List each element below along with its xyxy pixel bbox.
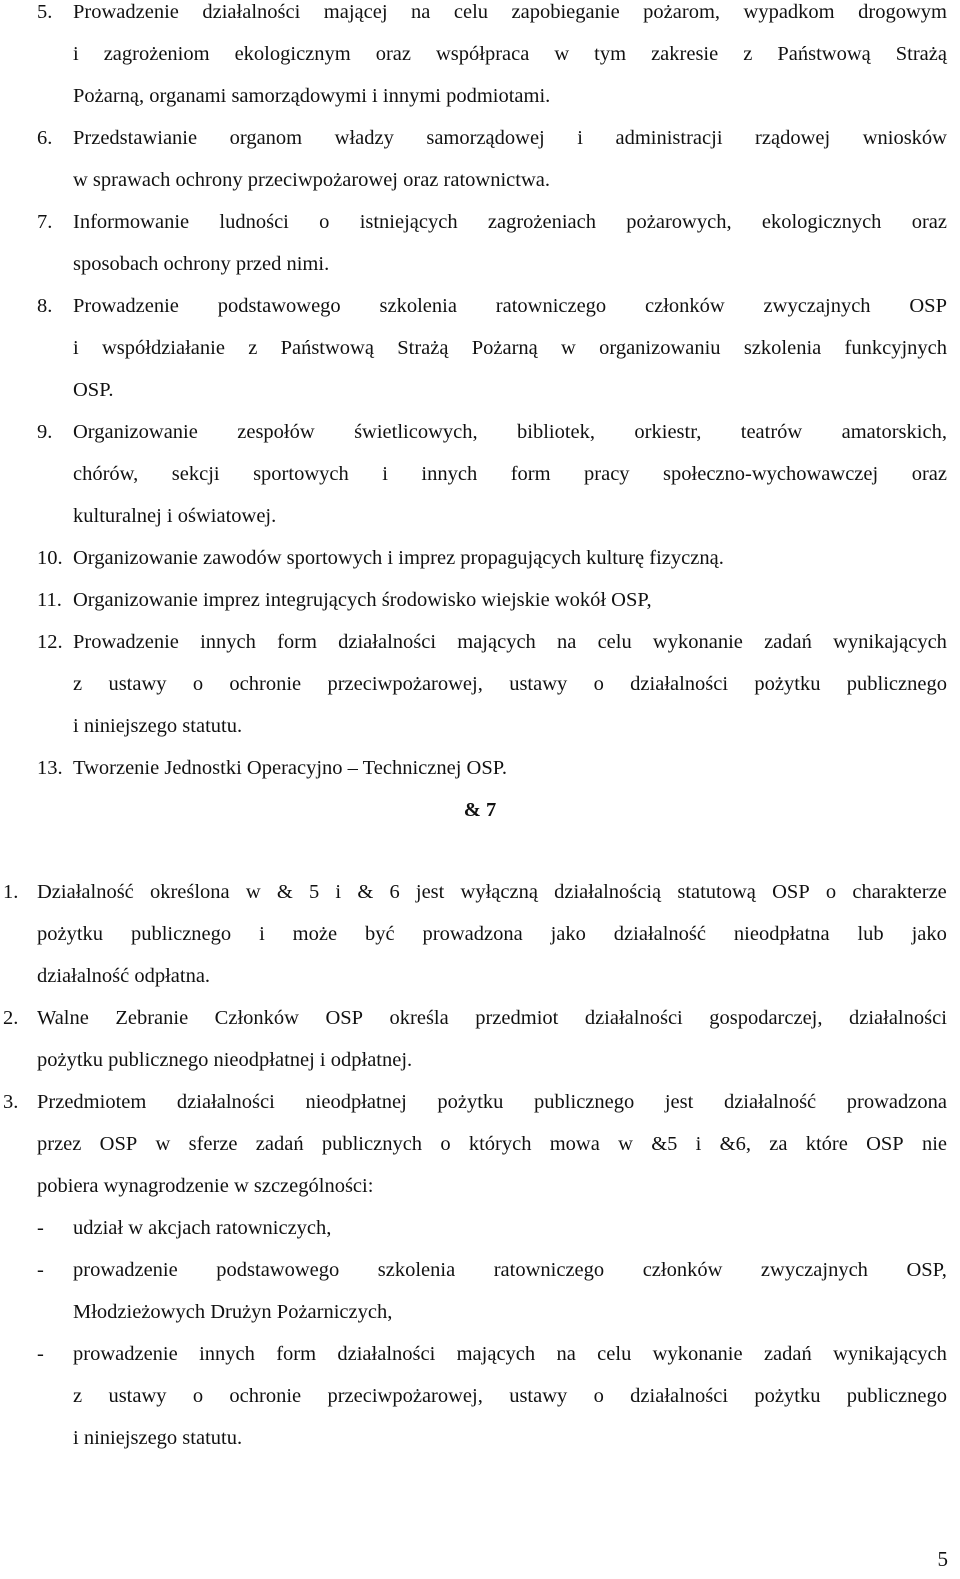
word: rządowej (755, 127, 831, 149)
list-number: 13. (37, 757, 63, 779)
word: wniosków (862, 127, 947, 149)
word: tym (594, 43, 627, 65)
word: o (593, 673, 604, 695)
word: z (73, 1385, 83, 1407)
word: bibliotek, (517, 421, 596, 443)
word: może (292, 923, 338, 945)
word: drogowym (858, 1, 947, 23)
word: jako (550, 923, 586, 945)
text-line (73, 294, 947, 318)
word: OSP, (906, 1259, 947, 1281)
word: z (743, 43, 753, 65)
word: funkcyjnych (844, 337, 947, 359)
word: z (248, 337, 258, 359)
word: pożytku (437, 1091, 504, 1113)
word: celu (597, 631, 632, 653)
word: zwyczajnych (763, 295, 871, 317)
word: Organizowanie (73, 421, 198, 443)
text-line: pobiera wynagrodzenie w szczególności: (37, 1175, 374, 1197)
word: wykonanie (652, 631, 743, 653)
word: chórów, (73, 463, 139, 485)
word: zakresie (651, 43, 719, 65)
text-line (73, 672, 947, 696)
word: statutową (677, 881, 756, 903)
word: pożytku (754, 673, 821, 695)
word: działalności (338, 631, 437, 653)
word: OSP (866, 1133, 904, 1155)
word: prowadzona (846, 1091, 947, 1113)
list-number: 5. (37, 1, 53, 23)
word: ustawy (108, 1385, 167, 1407)
text-line (73, 0, 947, 24)
word: prowadzenie (73, 1259, 178, 1281)
word: innych (199, 1343, 255, 1365)
text-line: i niniejszego statutu. (73, 715, 243, 737)
word: i (382, 463, 388, 485)
word: istniejących (359, 211, 458, 233)
word: Przedstawianie (73, 127, 198, 149)
word: lub (857, 923, 884, 945)
word: zagrożeniom (103, 43, 210, 65)
text-line (37, 1132, 947, 1156)
word: teatrów (740, 421, 803, 443)
text-line: Organizowanie imprez integrujących środowisko wiejskie wokół OSP, (73, 589, 652, 611)
word: działalność (613, 923, 707, 945)
word: podstawowego (216, 1259, 340, 1281)
word: Strażą (397, 337, 449, 359)
section-heading: & 7 (463, 799, 497, 821)
word: wynikających (833, 631, 947, 653)
word: na (557, 631, 577, 653)
word: ratowniczego (493, 1259, 605, 1281)
text-line: OSP. (73, 379, 114, 401)
word: i (695, 1133, 702, 1155)
word: mających (456, 1343, 536, 1365)
list-number: 1. (3, 881, 19, 903)
word: Strażą (895, 43, 947, 65)
word: pożarowych, (626, 211, 732, 233)
word: o (593, 1385, 604, 1407)
word: zespołów (237, 421, 315, 443)
text-line (37, 880, 947, 904)
text-line (73, 1384, 947, 1408)
word: publicznego (534, 1091, 635, 1113)
text-line (73, 210, 947, 234)
word: w (554, 43, 570, 65)
word: wynikających (833, 1343, 947, 1365)
text-line (73, 42, 947, 66)
word: i (577, 127, 583, 149)
word: władzy (334, 127, 394, 149)
word: prowadzenie (73, 1343, 178, 1365)
list-number: 12. (37, 631, 63, 653)
word: z (73, 673, 83, 695)
word: współpraca (436, 43, 530, 65)
word: Przedmiotem (37, 1091, 147, 1113)
word: ratowniczego (495, 295, 607, 317)
word: określa (389, 1007, 449, 1029)
word: celu (597, 1343, 632, 1365)
word: pracy (584, 463, 630, 485)
word: ekologicznych (761, 211, 882, 233)
word: podstawowego (217, 295, 341, 317)
word: zadań (763, 1343, 812, 1365)
word: OSP (325, 1007, 364, 1029)
list-number: 10. (37, 547, 63, 569)
word: charakterze (852, 881, 947, 903)
word: organizowaniu (599, 337, 721, 359)
word: współdziałanie (101, 337, 225, 359)
word: pożytku (37, 923, 104, 945)
text-line: Pożarną, organami samorządowymi i innymi podmiotami. (73, 85, 551, 107)
word: o (192, 673, 204, 695)
dash-bullet: - (37, 1217, 44, 1239)
word: szkolenia (379, 295, 457, 317)
word: mającej (323, 1, 388, 23)
word: Działalność (37, 881, 134, 903)
word: oraz (911, 463, 947, 485)
word: form (277, 631, 317, 653)
text-line (73, 420, 947, 444)
word: o (440, 1133, 451, 1155)
text-line (37, 1006, 947, 1030)
word: prowadzona (422, 923, 523, 945)
text-line: pożytku publicznego nieodpłatnej i odpłatnej. (37, 1049, 413, 1071)
word: Członków (214, 1007, 299, 1029)
word: jako (911, 923, 947, 945)
text-line (37, 922, 947, 946)
word: być (364, 923, 395, 945)
text-line: sposobach ochrony przed nimi. (73, 253, 330, 275)
word: publicznych (321, 1133, 423, 1155)
text-line (73, 126, 947, 150)
list-number: 11. (37, 589, 62, 611)
word: na (411, 1, 431, 23)
word: ochronie (229, 1385, 302, 1407)
list-number: 7. (37, 211, 53, 233)
word: amatorskich, (841, 421, 947, 443)
text-line (73, 1258, 947, 1282)
word: sportowych (253, 463, 349, 485)
text-line: działalność odpłatna. (37, 965, 211, 987)
word: zapobieganie (511, 1, 620, 23)
word: o (192, 1385, 204, 1407)
word: &6, (719, 1133, 751, 1155)
word: świetlicowych, (354, 421, 478, 443)
word: pożarom, (643, 1, 721, 23)
word: za (769, 1133, 788, 1155)
word: ludności (219, 211, 289, 233)
word: Prowadzenie (73, 295, 179, 317)
word: OSP (772, 881, 810, 903)
word: wypadkom (743, 1, 835, 23)
word: zadań (764, 631, 812, 653)
word: innych (421, 463, 478, 485)
word: i (73, 337, 79, 359)
word: & (357, 881, 374, 903)
word: zwyczajnych (760, 1259, 868, 1281)
list-number: 6. (37, 127, 53, 149)
word: i (259, 923, 265, 945)
word: & (276, 881, 293, 903)
list-number: 3. (3, 1091, 19, 1113)
word: oraz (911, 211, 947, 233)
text-line (73, 336, 947, 360)
word: orkiestr, (634, 421, 702, 443)
word: szkolenia (743, 337, 822, 359)
word: ustawy (509, 673, 568, 695)
word: mających (457, 631, 536, 653)
text-line: Tworzenie Jednostki Operacyjno – Technicznej OSP. (73, 757, 507, 779)
word: na (556, 1343, 576, 1365)
word: 5 (308, 881, 320, 903)
word: celu (453, 1, 489, 23)
word: 6 (389, 881, 400, 903)
word: ochronie (229, 673, 302, 695)
word: mowa (549, 1133, 600, 1155)
word: w (618, 1133, 633, 1155)
dash-bullet: - (37, 1259, 44, 1281)
word: jest (415, 881, 445, 903)
word: Prowadzenie (73, 631, 179, 653)
word: działalności (176, 1091, 275, 1113)
word: zagrożeniach (487, 211, 596, 233)
word: publicznego (846, 673, 947, 695)
word: przeciwpożarowej, (327, 1385, 483, 1407)
word: członków (645, 295, 725, 317)
word: Państwową (280, 337, 374, 359)
text-line (73, 630, 947, 654)
word: w (155, 1133, 171, 1155)
word: wykonanie (652, 1343, 743, 1365)
word: OSP (909, 295, 947, 317)
word: działalnością (554, 881, 662, 903)
word: działalności (630, 673, 729, 695)
word: oraz (375, 43, 411, 65)
word: pożytku (754, 1385, 821, 1407)
word: &5 (651, 1133, 678, 1155)
word: wyłączną (460, 881, 538, 903)
list-number: 8. (37, 295, 53, 317)
word: działalności (202, 1, 301, 23)
word: działalności (584, 1007, 683, 1029)
list-number: 2. (3, 1007, 19, 1029)
word: gospodarczej, (709, 1007, 823, 1029)
word: Państwową (777, 43, 871, 65)
text-line (73, 1342, 947, 1366)
word: przez (37, 1133, 82, 1155)
word: określona (149, 881, 230, 903)
word: Zebranie (115, 1007, 189, 1029)
text-line: udział w akcjach ratowniczych, (73, 1217, 332, 1239)
word: szkolenia (377, 1259, 456, 1281)
list-number: 9. (37, 421, 53, 443)
word: ustawy (108, 673, 167, 695)
word: sekcji (171, 463, 220, 485)
word: w (245, 881, 261, 903)
text-line: kulturalnej i oświatowej. (73, 505, 277, 527)
word: Walne (37, 1007, 89, 1029)
word: działalności (337, 1343, 436, 1365)
word: form (510, 463, 551, 485)
text-line (73, 462, 947, 486)
word: zadań (255, 1133, 304, 1155)
word: administracji (615, 127, 723, 149)
word: ustawy (509, 1385, 568, 1407)
word: innych (200, 631, 256, 653)
word: Pożarną (471, 337, 538, 359)
word: ekologicznym (234, 43, 351, 65)
word: form (276, 1343, 317, 1365)
text-line: Młodzieżowych Drużyn Pożarniczych, (73, 1301, 393, 1323)
word: i (73, 43, 79, 65)
word: Informowanie (73, 211, 190, 233)
word: w (561, 337, 576, 359)
word: działalności (630, 1385, 729, 1407)
word: publicznego (130, 923, 232, 945)
word: działalność (723, 1091, 817, 1113)
text-line: Organizowanie zawodów sportowych i imprez propagujących kulturę fizyczną. (73, 547, 724, 569)
word: samorządowej (426, 127, 545, 149)
page-number: 5 (937, 1547, 948, 1571)
word: społeczno-wychowawczej (663, 463, 879, 485)
word: działalności (848, 1007, 947, 1029)
text-line (37, 1090, 947, 1114)
word: OSP (99, 1133, 138, 1155)
word: i (335, 881, 342, 903)
text-line: i niniejszego statutu. (73, 1427, 243, 1449)
word: Prowadzenie (73, 1, 179, 23)
dash-bullet: - (37, 1343, 44, 1365)
word: przeciwpożarowej, (327, 673, 483, 695)
word: które (805, 1133, 848, 1155)
word: nie (921, 1133, 947, 1155)
word: nieodpłatnej (305, 1091, 407, 1113)
word: przedmiot (475, 1007, 559, 1029)
word: o (825, 881, 837, 903)
word: których (468, 1133, 532, 1155)
word: nieodpłatna (733, 923, 830, 945)
word: o (319, 211, 330, 233)
word: członków (642, 1259, 723, 1281)
word: jest (664, 1091, 694, 1113)
text-line: w sprawach ochrony przeciwpożarowej oraz ratownictwa. (73, 169, 550, 191)
word: sferze (188, 1133, 238, 1155)
word: publicznego (846, 1385, 947, 1407)
word: organom (229, 127, 303, 149)
